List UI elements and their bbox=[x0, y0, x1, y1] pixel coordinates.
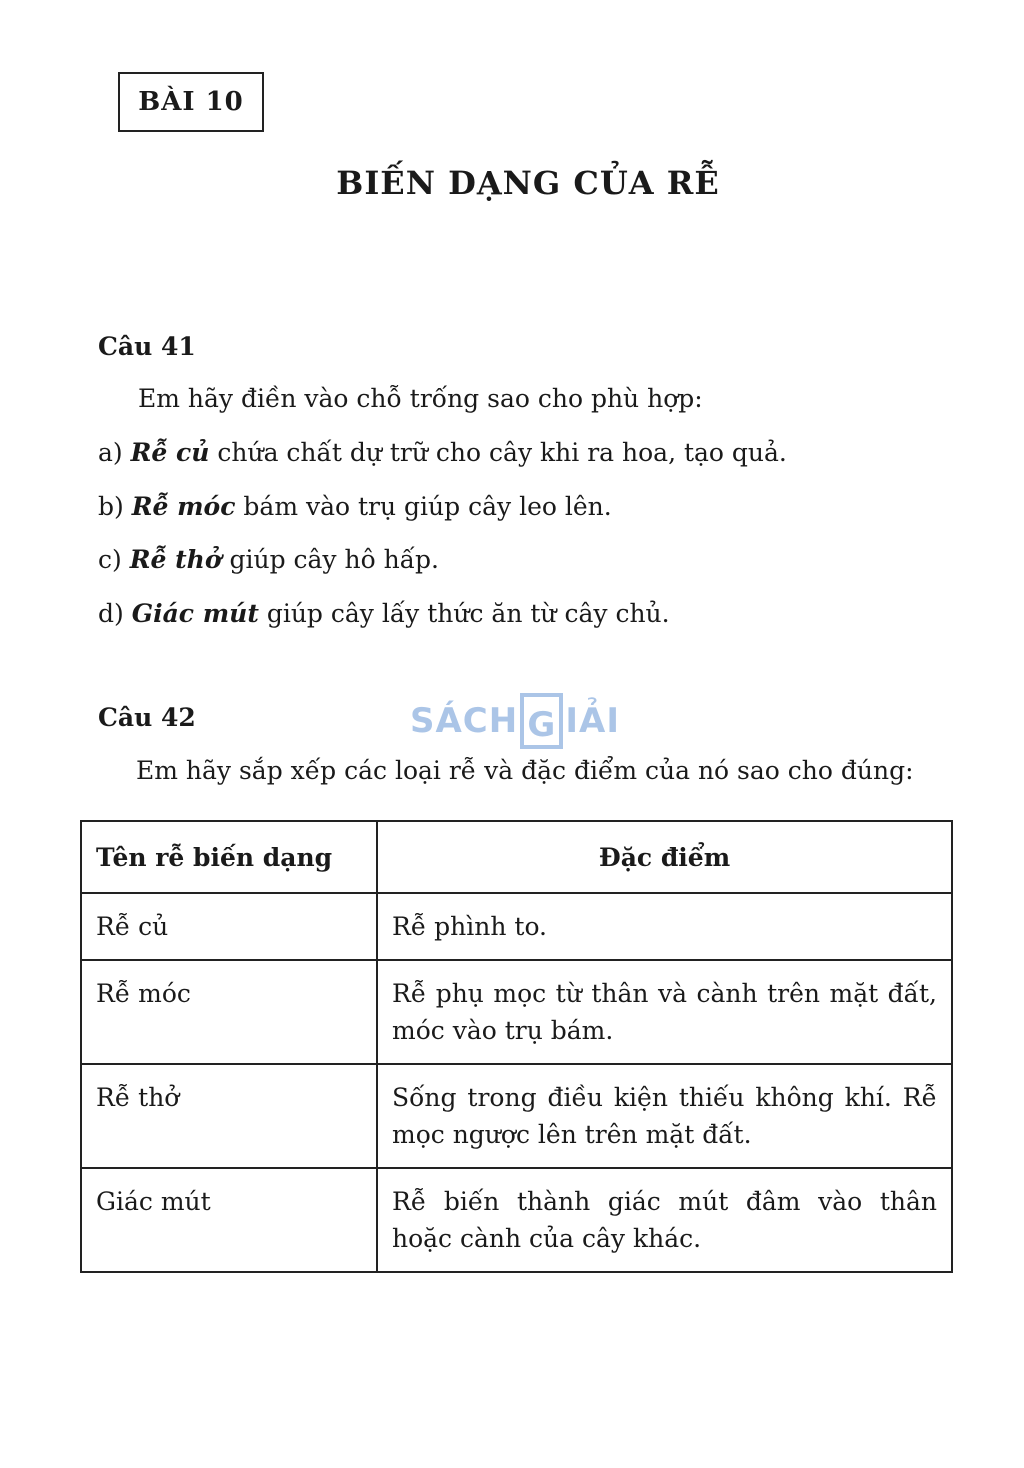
root-feature-cell: Sống trong điều kiện thiếu không khí. Rễ mọc ngược lên trên mặt đất. bbox=[377, 1064, 952, 1168]
column-header-feature: Đặc điểm bbox=[377, 821, 952, 893]
answer-item-a bbox=[98, 438, 787, 467]
root-feature-cell: Rễ phình to. bbox=[377, 893, 952, 960]
answer-item-b bbox=[98, 492, 612, 521]
question-42-prompt: Em hãy sắp xếp các loại rễ và đặc điểm của nó sao cho đúng: bbox=[136, 756, 914, 785]
root-types-table bbox=[80, 820, 953, 1273]
watermark-logo bbox=[410, 686, 620, 756]
question-42-heading: Câu 42 bbox=[98, 703, 196, 732]
table-row bbox=[81, 1064, 952, 1168]
root-name-cell: Rễ thở bbox=[81, 1064, 377, 1168]
watermark-text-right: IẢI bbox=[565, 701, 620, 741]
watermark-text-left: SÁCH bbox=[410, 701, 519, 741]
item-text: giúp cây hô hấp. bbox=[221, 545, 439, 574]
table-row bbox=[81, 960, 952, 1064]
item-term: Rễ thở bbox=[129, 545, 222, 574]
root-name-cell: Rễ móc bbox=[81, 960, 377, 1064]
watermark-boxed-letter: G bbox=[520, 693, 563, 749]
item-term: Giác mút bbox=[131, 599, 259, 628]
question-41-heading: Câu 41 bbox=[98, 332, 196, 361]
table-row bbox=[81, 1168, 952, 1272]
table-row bbox=[81, 893, 952, 960]
item-marker: d) bbox=[98, 599, 124, 628]
question-41-prompt: Em hãy điền vào chỗ trống sao cho phù hợp: bbox=[138, 384, 703, 413]
root-feature-cell: Rễ phụ mọc từ thân và cành trên mặt đất, móc vào trụ bám. bbox=[377, 960, 952, 1064]
item-text: bám vào trụ giúp cây leo lên. bbox=[235, 492, 612, 521]
item-term: Rễ móc bbox=[131, 492, 236, 521]
item-marker: c) bbox=[98, 545, 122, 574]
item-marker: a) bbox=[98, 438, 123, 467]
column-header-name: Tên rễ biến dạng bbox=[81, 821, 377, 893]
root-feature-cell: Rễ biến thành giác mút đâm vào thân hoặc cành của cây khác. bbox=[377, 1168, 952, 1272]
answer-item-c bbox=[98, 545, 439, 574]
item-text: giúp cây lấy thức ăn từ cây chủ. bbox=[258, 599, 670, 628]
item-marker: b) bbox=[98, 492, 124, 521]
item-text: chứa chất dự trữ cho cây khi ra hoa, tạo quả. bbox=[209, 438, 787, 467]
answer-item-d bbox=[98, 599, 670, 628]
lesson-number: BÀI 10 bbox=[118, 72, 264, 132]
item-term: Rễ củ bbox=[130, 438, 210, 467]
root-name-cell: Rễ củ bbox=[81, 893, 377, 960]
page-title: BIẾN DẠNG CỦA RỄ bbox=[336, 164, 720, 202]
table-header-row bbox=[81, 821, 952, 893]
root-name-cell: Giác mút bbox=[81, 1168, 377, 1272]
